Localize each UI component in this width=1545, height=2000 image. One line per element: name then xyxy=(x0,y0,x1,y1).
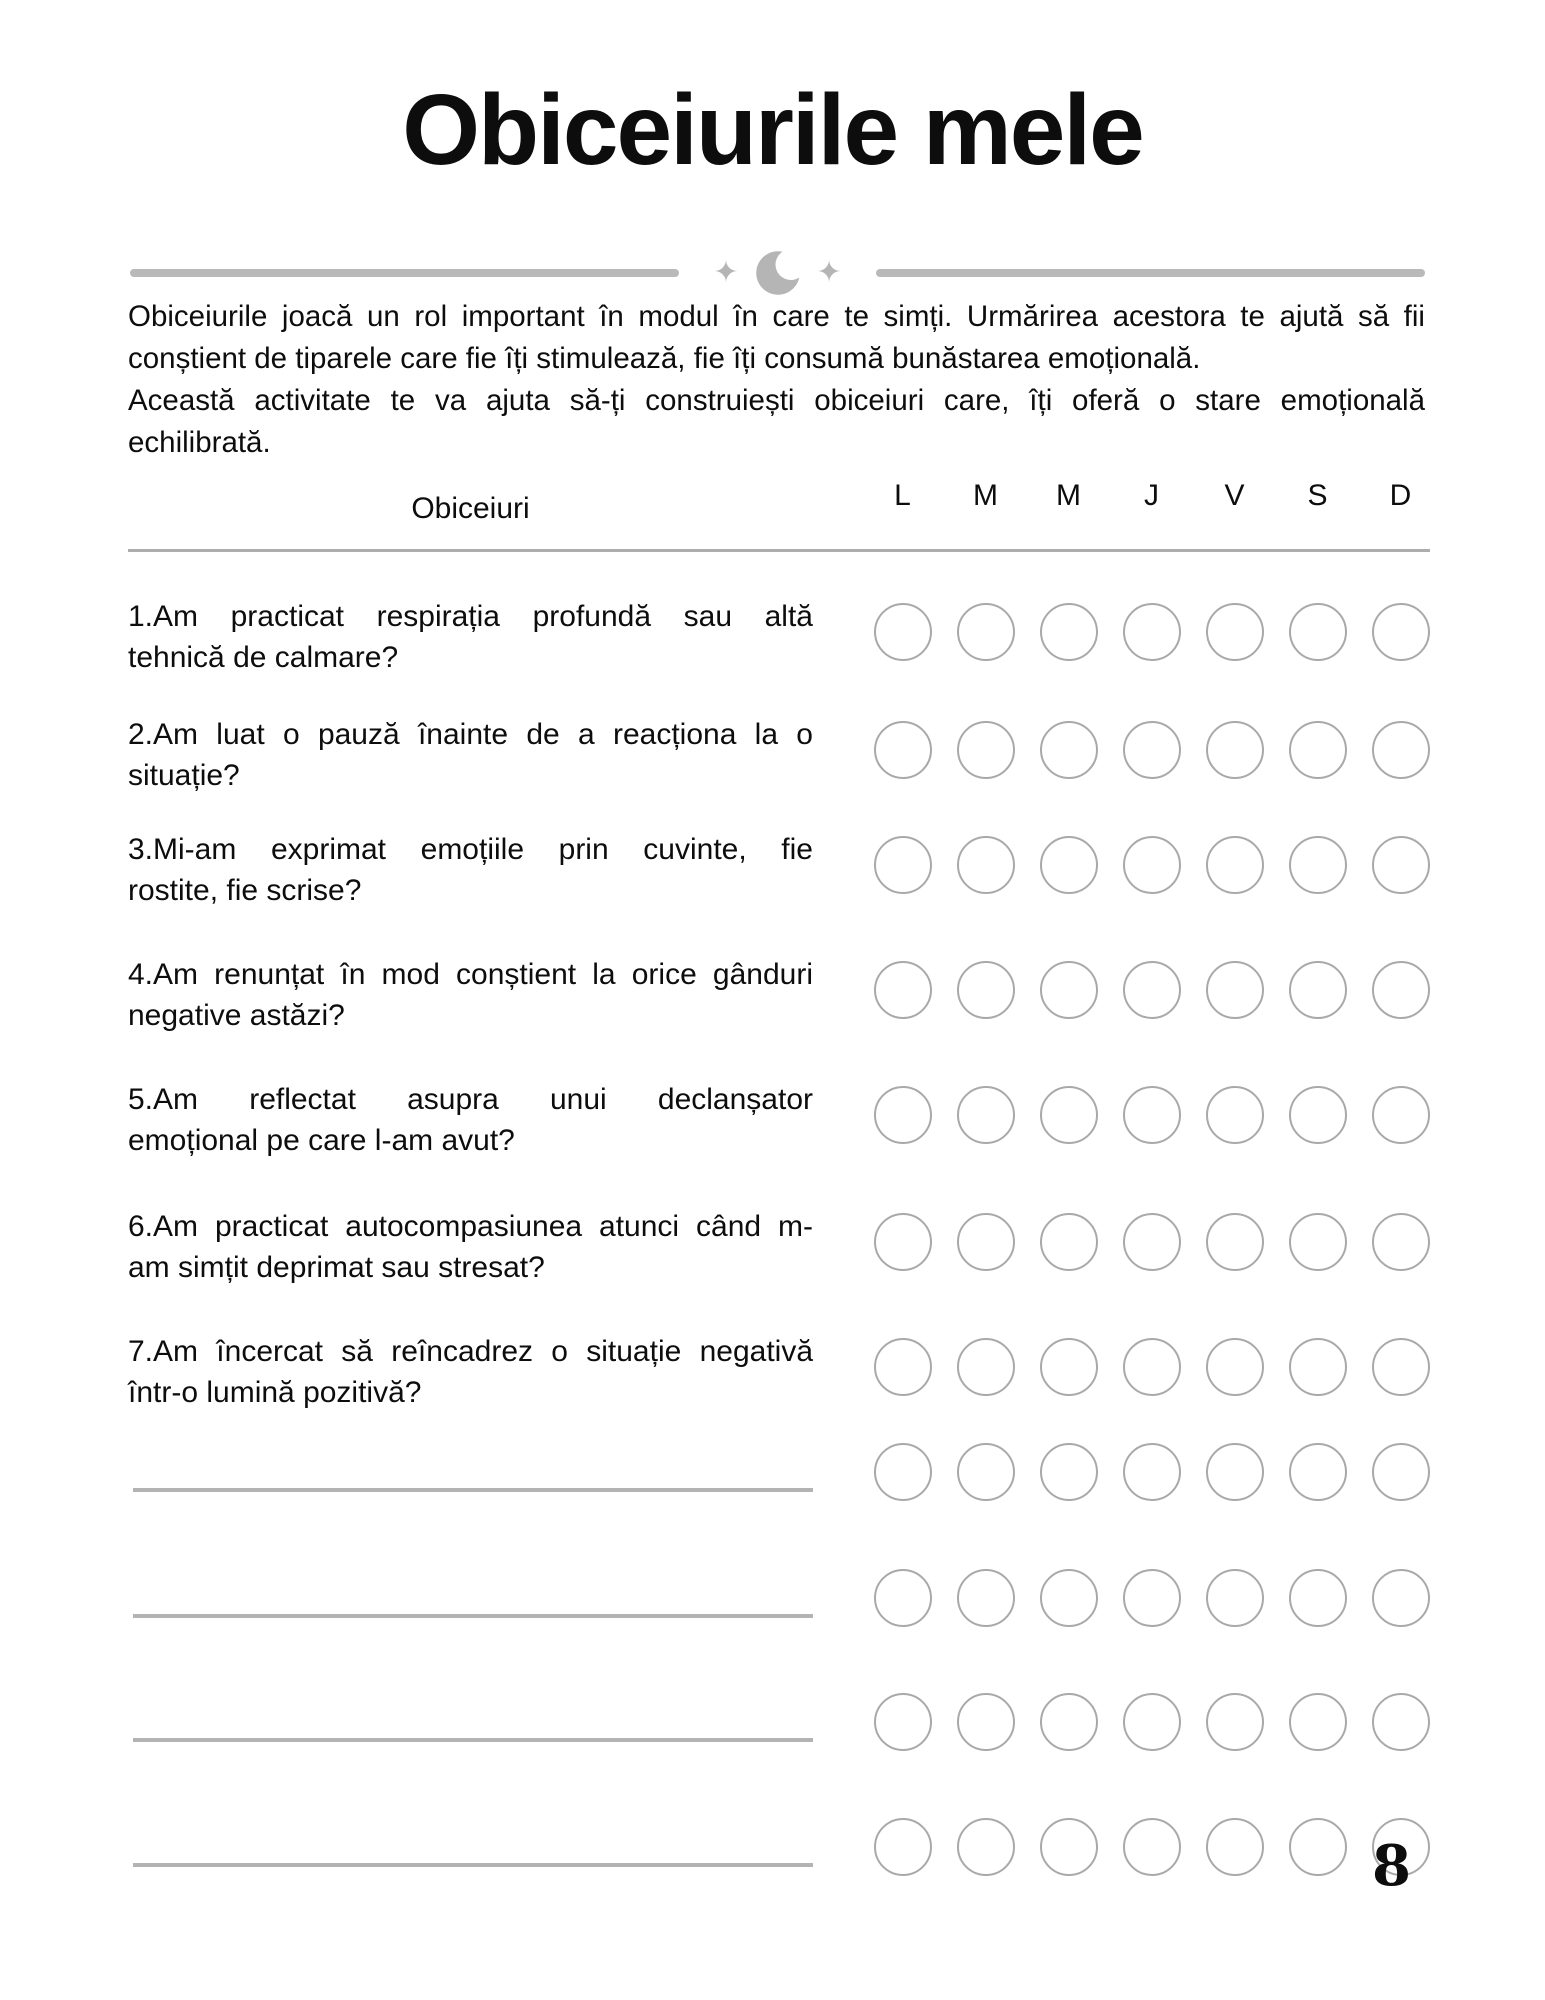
intro-line: conștient de tiparele care fie îți stimulează, fie îți consumă bunăstarea emoțională. xyxy=(128,342,1201,375)
day-circle-cell xyxy=(1276,1693,1359,1751)
day-circle[interactable] xyxy=(1289,1443,1347,1501)
day-circle-cell xyxy=(1359,1693,1442,1751)
day-circle-cell xyxy=(1193,1818,1276,1876)
day-circle[interactable] xyxy=(1206,1443,1264,1501)
day-header: M xyxy=(973,479,998,512)
habit-question xyxy=(128,1079,813,1161)
day-circle[interactable] xyxy=(1372,1569,1430,1627)
day-circle[interactable] xyxy=(874,1693,932,1751)
day-circle-cell xyxy=(944,1569,1027,1627)
day-circle-cell xyxy=(1027,1693,1110,1751)
day-circle-cell xyxy=(944,961,1027,1019)
day-circle[interactable] xyxy=(957,1693,1015,1751)
day-circle[interactable] xyxy=(1040,603,1098,661)
habit-question-line: 5.Am reflectat asupra unui declanșator xyxy=(128,1083,813,1116)
day-circles xyxy=(861,721,1442,779)
day-circle-cell xyxy=(1276,1213,1359,1271)
day-circles xyxy=(861,961,1442,1019)
habit-question xyxy=(128,596,813,678)
day-circles xyxy=(861,1443,1442,1501)
day-circles xyxy=(861,1693,1442,1751)
day-circle[interactable] xyxy=(957,1443,1015,1501)
day-circle-cell xyxy=(1276,1818,1359,1876)
day-circle-cell xyxy=(944,1338,1027,1396)
intro-line: echilibrată. xyxy=(128,426,271,459)
day-circle[interactable] xyxy=(1289,1213,1347,1271)
day-circle[interactable] xyxy=(1372,1213,1430,1271)
day-circle-cell xyxy=(1276,721,1359,779)
day-circle-cell xyxy=(1276,1443,1359,1501)
habit-question-line: emoțional pe care l-am avut? xyxy=(128,1124,515,1157)
day-circle[interactable] xyxy=(1040,721,1098,779)
habit-question-line: 7.Am încercat să reîncadrez o situație negativă xyxy=(128,1335,813,1368)
habit-question xyxy=(128,829,813,911)
day-circle[interactable] xyxy=(957,1818,1015,1876)
day-circle[interactable] xyxy=(874,1086,932,1144)
day-circle[interactable] xyxy=(1206,836,1264,894)
day-circle[interactable] xyxy=(1123,603,1181,661)
day-circle-cell xyxy=(1193,836,1276,894)
day-circle[interactable] xyxy=(1372,961,1430,1019)
day-circle[interactable] xyxy=(1123,1818,1181,1876)
day-circle-cell xyxy=(1110,603,1193,661)
day-circle-cell xyxy=(1193,961,1276,1019)
habit-question-line: am simțit deprimat sau stresat? xyxy=(128,1251,545,1284)
day-circle-cell xyxy=(1193,1569,1276,1627)
intro-line: Această activitate te va ajuta să-ți construiești obiceiuri care, îți oferă o stare emoțională xyxy=(128,384,1425,417)
day-circle[interactable] xyxy=(1372,721,1430,779)
habit-question-line: rostite, fie scrise? xyxy=(128,874,362,907)
day-circle[interactable] xyxy=(1206,1213,1264,1271)
day-circle[interactable] xyxy=(874,1818,932,1876)
day-circle[interactable] xyxy=(1206,1818,1264,1876)
sparkle-star-icon: ✦ xyxy=(713,256,739,289)
day-circle[interactable] xyxy=(1040,1213,1098,1271)
day-circle-cell xyxy=(944,721,1027,779)
day-circle-cell xyxy=(1110,1569,1193,1627)
day-circle-cell xyxy=(944,836,1027,894)
day-circle-cell xyxy=(1110,721,1193,779)
habit-question xyxy=(128,1331,813,1413)
day-header: L xyxy=(894,479,911,512)
day-circle-cell xyxy=(1193,1338,1276,1396)
day-circle-cell xyxy=(1027,1086,1110,1144)
day-circle[interactable] xyxy=(1289,1569,1347,1627)
day-circle-cell xyxy=(1359,1569,1442,1627)
day-circle[interactable] xyxy=(1206,603,1264,661)
day-circle[interactable] xyxy=(1123,721,1181,779)
day-circle-cell xyxy=(1276,1086,1359,1144)
intro-line: Obiceiurile joacă un rol important în modul în care te simți. Urmărirea acestora te ajută să fii xyxy=(128,300,1425,333)
day-circle-cell xyxy=(1359,1213,1442,1271)
day-circle[interactable] xyxy=(1040,1338,1098,1396)
day-circle-cell xyxy=(1110,1443,1193,1501)
day-circle-cell xyxy=(1193,1443,1276,1501)
day-header: V xyxy=(1224,479,1245,512)
day-circle[interactable] xyxy=(1289,603,1347,661)
day-circle[interactable] xyxy=(1206,961,1264,1019)
day-circle[interactable] xyxy=(1289,1818,1347,1876)
day-circle-cell xyxy=(944,1213,1027,1271)
habit-question-line: 3.Mi-am exprimat emoțiile prin cuvinte, fie xyxy=(128,833,813,866)
habit-question-line: 4.Am renunțat în mod conștient la orice gânduri xyxy=(128,958,813,991)
day-circle-cell xyxy=(861,1818,944,1876)
day-circles xyxy=(861,1338,1442,1396)
day-header: S xyxy=(1307,479,1328,512)
day-circle-cell xyxy=(1027,1213,1110,1271)
day-circle[interactable] xyxy=(1123,961,1181,1019)
day-circle-cell xyxy=(1027,721,1110,779)
day-circle[interactable] xyxy=(1123,1693,1181,1751)
habit-question-line: negative astăzi? xyxy=(128,999,345,1032)
habit-question-line: 1.Am practicat respirația profundă sau altă xyxy=(128,600,813,633)
write-line[interactable] xyxy=(133,1738,813,1742)
day-circle-cell xyxy=(861,1443,944,1501)
day-circle[interactable] xyxy=(874,961,932,1019)
day-circle-cell xyxy=(1110,836,1193,894)
day-circle-cell xyxy=(861,1086,944,1144)
day-circle-cell xyxy=(1193,721,1276,779)
day-circle[interactable] xyxy=(957,1086,1015,1144)
write-line[interactable] xyxy=(133,1488,813,1492)
habit-question xyxy=(128,714,813,796)
day-circle[interactable] xyxy=(957,1213,1015,1271)
day-circle[interactable] xyxy=(1372,1693,1430,1751)
day-circle[interactable] xyxy=(1123,1213,1181,1271)
day-circle[interactable] xyxy=(957,1569,1015,1627)
day-circle[interactable] xyxy=(1123,1086,1181,1144)
day-circles xyxy=(861,1213,1442,1271)
habit-question-line: tehnică de calmare? xyxy=(128,641,399,674)
day-circle-cell xyxy=(1110,1818,1193,1876)
day-circle[interactable] xyxy=(957,1338,1015,1396)
habit-question-line: într-o lumină pozitivă? xyxy=(128,1376,422,1409)
sparkle-star-icon: ✦ xyxy=(816,256,842,289)
day-circle[interactable] xyxy=(1289,721,1347,779)
habit-question-line: situație? xyxy=(128,759,240,792)
day-circle[interactable] xyxy=(1040,1818,1098,1876)
day-circle-cell xyxy=(861,1213,944,1271)
page-number: 8 xyxy=(1372,1833,1411,1899)
day-circle[interactable] xyxy=(1289,1338,1347,1396)
day-circle-cell xyxy=(861,1693,944,1751)
day-circle-cell xyxy=(1276,1569,1359,1627)
day-circles xyxy=(861,1569,1442,1627)
day-circle-cell xyxy=(1027,1338,1110,1396)
day-circle[interactable] xyxy=(1123,1338,1181,1396)
day-header: M xyxy=(1056,479,1081,512)
day-circle[interactable] xyxy=(957,721,1015,779)
write-line[interactable] xyxy=(133,1863,813,1867)
day-circle-cell xyxy=(1110,1213,1193,1271)
day-circle-cell xyxy=(861,1338,944,1396)
day-circle-cell xyxy=(1110,1338,1193,1396)
day-circle-cell xyxy=(861,961,944,1019)
day-circle[interactable] xyxy=(874,1213,932,1271)
day-circle[interactable] xyxy=(874,721,932,779)
day-circle-cell xyxy=(1110,1086,1193,1144)
day-circle[interactable] xyxy=(1206,1338,1264,1396)
day-circles xyxy=(861,603,1442,661)
day-circle-cell xyxy=(1359,836,1442,894)
day-circle-cell xyxy=(1359,721,1442,779)
day-circle[interactable] xyxy=(1372,1086,1430,1144)
day-circle[interactable] xyxy=(1372,1338,1430,1396)
day-circle-cell xyxy=(944,603,1027,661)
habit-question xyxy=(128,954,813,1036)
day-circle-cell xyxy=(861,1569,944,1627)
day-circles xyxy=(861,1818,1442,1876)
day-circle[interactable] xyxy=(874,603,932,661)
day-circle-cell xyxy=(1027,836,1110,894)
day-circle[interactable] xyxy=(1040,1569,1098,1627)
day-circle[interactable] xyxy=(1123,1569,1181,1627)
day-circle[interactable] xyxy=(1206,1569,1264,1627)
day-circle-cell xyxy=(944,1086,1027,1144)
day-circle-cell xyxy=(1276,1338,1359,1396)
day-circle[interactable] xyxy=(1206,721,1264,779)
day-circle[interactable] xyxy=(1372,1443,1430,1501)
day-circles xyxy=(861,836,1442,894)
day-circle-cell xyxy=(1027,1443,1110,1501)
day-circle-cell xyxy=(1359,603,1442,661)
day-circle-cell xyxy=(1193,1086,1276,1144)
day-circle-cell xyxy=(1359,1338,1442,1396)
day-circle[interactable] xyxy=(1206,1086,1264,1144)
day-circle[interactable] xyxy=(1289,961,1347,1019)
day-circle[interactable] xyxy=(957,836,1015,894)
day-circle[interactable] xyxy=(957,961,1015,1019)
habit-question-line: 2.Am luat o pauză înainte de a reacționa la o xyxy=(128,718,813,751)
day-circle[interactable] xyxy=(1206,1693,1264,1751)
day-circle-cell xyxy=(1110,961,1193,1019)
day-circle-cell xyxy=(944,1818,1027,1876)
day-header: J xyxy=(1144,479,1159,512)
habit-question-line: 6.Am practicat autocompasiunea atunci când m- xyxy=(128,1210,813,1243)
day-circle-cell xyxy=(1276,836,1359,894)
habit-question xyxy=(128,1206,813,1288)
day-circle[interactable] xyxy=(1289,1693,1347,1751)
day-circle[interactable] xyxy=(1123,836,1181,894)
day-circle[interactable] xyxy=(1289,1086,1347,1144)
day-circle-cell xyxy=(1359,1086,1442,1144)
day-circle-cell xyxy=(944,1443,1027,1501)
day-circle[interactable] xyxy=(1289,836,1347,894)
day-circle[interactable] xyxy=(874,836,932,894)
day-circle-cell xyxy=(861,721,944,779)
day-circle[interactable] xyxy=(874,1443,932,1501)
day-circle-cell xyxy=(1193,1693,1276,1751)
day-circle-cell xyxy=(1027,1569,1110,1627)
day-circle[interactable] xyxy=(957,603,1015,661)
day-circle-cell xyxy=(944,1693,1027,1751)
habits-column-header: Obiceiuri xyxy=(411,492,530,525)
write-line[interactable] xyxy=(133,1614,813,1618)
day-circle[interactable] xyxy=(1372,836,1430,894)
day-circle[interactable] xyxy=(1040,836,1098,894)
day-circle-cell xyxy=(1359,961,1442,1019)
day-circle-cell xyxy=(1276,603,1359,661)
day-circles xyxy=(861,1086,1442,1144)
day-circle[interactable] xyxy=(1123,1443,1181,1501)
day-circle-cell xyxy=(1193,1213,1276,1271)
day-circle[interactable] xyxy=(874,1569,932,1627)
day-circle[interactable] xyxy=(874,1338,932,1396)
day-circle[interactable] xyxy=(1372,603,1430,661)
day-circle-cell xyxy=(1359,1443,1442,1501)
page-title: Obiceiurile mele xyxy=(402,74,1143,186)
day-circle-cell xyxy=(1027,603,1110,661)
day-circle-cell xyxy=(861,836,944,894)
day-circle-cell xyxy=(1027,961,1110,1019)
day-circle[interactable] xyxy=(1040,1086,1098,1144)
day-header: D xyxy=(1389,479,1412,512)
day-circle[interactable] xyxy=(1040,961,1098,1019)
day-circle-cell xyxy=(1110,1693,1193,1751)
day-circle-cell xyxy=(1193,603,1276,661)
day-circle-cell xyxy=(1027,1818,1110,1876)
day-circle[interactable] xyxy=(1040,1443,1098,1501)
day-circle[interactable] xyxy=(1040,1693,1098,1751)
day-circle-cell xyxy=(1276,961,1359,1019)
day-circle-cell xyxy=(861,603,944,661)
